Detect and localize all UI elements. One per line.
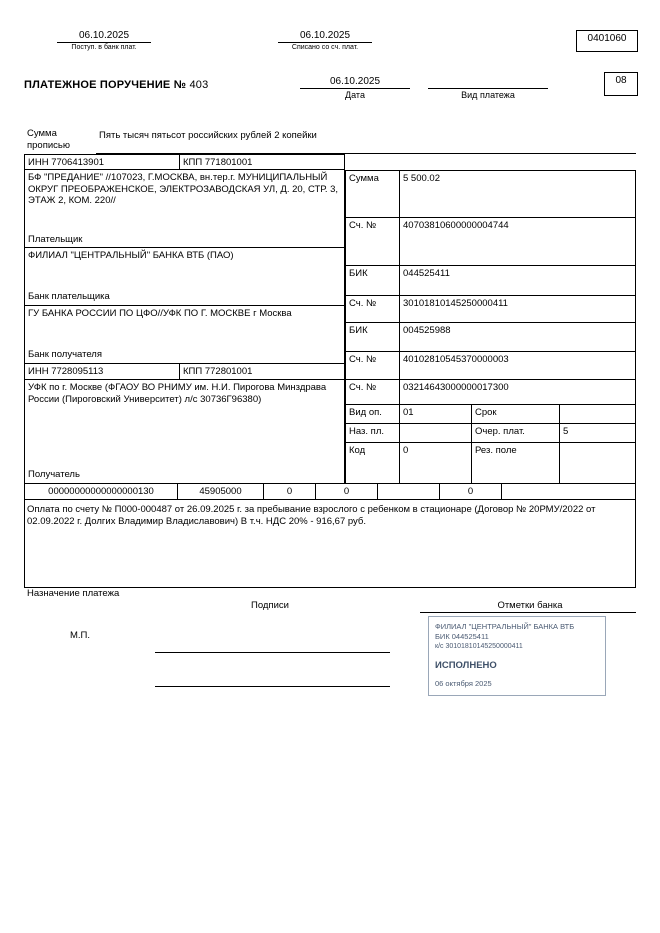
srok-value: [560, 405, 636, 424]
signatures-label: Подписи: [251, 600, 289, 611]
payment-kind-value: [428, 76, 548, 89]
ocher-plat-label: Очер. плат.: [472, 424, 560, 443]
budget-cell-6: 0: [440, 484, 502, 500]
naz-pl-value: [400, 424, 472, 443]
vid-op-label: Вид оп.: [345, 405, 400, 424]
stamp-bank-name: ФИЛИАЛ "ЦЕНТРАЛЬНЫЙ" БАНКА ВТБ: [435, 622, 575, 631]
stamp-corr-account: к/с 30101810145250000411: [435, 643, 523, 651]
signature-line-1: [155, 652, 390, 653]
received-by-bank-caption: Поступ. в банк плат.: [71, 44, 137, 51]
stamp-status: ИСПОЛНЕНО: [435, 659, 497, 671]
kod-value: 0: [400, 443, 472, 484]
budget-cell-4: 0: [316, 484, 378, 500]
amount-words-label: [24, 126, 96, 153]
payer-kpp-cell: [180, 154, 345, 170]
payee-bank-bik-label: БИК: [345, 323, 400, 352]
kod-label: Код: [345, 443, 400, 484]
payer-bank-bik-label: БИК: [345, 266, 400, 296]
payee-bank-account-value: 40102810545370000003: [400, 352, 636, 380]
received-by-bank-date-value: 06.10.2025: [57, 30, 151, 43]
payer-account-value-cell: 40703810600000004744: [400, 218, 636, 266]
payer-bank-account-value: 30101810145250000411: [400, 296, 636, 323]
payer-kpp-value: 771801001: [204, 157, 253, 168]
received-by-bank-date: [24, 30, 184, 51]
payee-name-block: [24, 380, 345, 484]
payee-bank-block: [24, 306, 345, 364]
payee-name: УФК по г. Москве (ФГАОУ ВО РНИМУ им. Н.И. Пирогова Минздрава России (Пироговский Университет) л/с 30736Г96380): [28, 382, 327, 405]
payer-bank-name: ФИЛИАЛ "ЦЕНТРАЛЬНЫЙ" БАНКА ВТБ (ПАО): [28, 250, 234, 261]
doc-date-value: 06.10.2025: [300, 76, 410, 89]
page-title: [24, 79, 208, 91]
amount-words-label-line2: прописью: [27, 139, 70, 151]
bank-marks-label: Отметки банка: [497, 600, 563, 611]
payee-bank-name: ГУ БАНКА РОССИИ ПО ЦФО//УФК ПО Г. МОСКВЕ г Москва: [28, 308, 292, 319]
payer-name-block: [24, 170, 345, 248]
payee-bank-bik-value: 004525988: [400, 323, 636, 352]
bank-marks-divider: [420, 612, 636, 613]
rez-pole-value: [560, 443, 636, 484]
purpose-text: Оплата по счету № П000-000487 от 26.09.2025 г. за пребывание взрослого с ребенком в стационаре (Договор № 20РМУ/2022 от 02.09.2022 г. Долгих Владимир Владиславович) В т.ч. НДС 20% - 916,67 руб.: [27, 504, 596, 528]
payment-kind-caption: Вид платежа: [461, 90, 515, 100]
budget-cell-2: 45905000: [178, 484, 264, 500]
payee-inn-cell: [24, 364, 180, 380]
doc-number-value: 403: [189, 79, 209, 91]
payer-kpp-label: КПП: [183, 157, 203, 168]
debited-date: [245, 30, 405, 51]
budget-cell-7: [502, 484, 636, 500]
amount-words-value: Пять тысяч пятьсот российских рублей 2 копейки: [96, 128, 636, 154]
doc-date-field: [300, 76, 410, 100]
mp-label: М.П.: [70, 630, 91, 641]
form-code-box: 0401060: [576, 30, 638, 52]
debited-date-value: 06.10.2025: [278, 30, 372, 43]
payee-caption: Получатель: [28, 469, 80, 481]
debited-date-caption: Списано со сч. плат.: [291, 44, 359, 51]
payer-account-label-cell: Сч. №: [345, 218, 400, 266]
operation-code-box: 08: [604, 72, 638, 96]
payee-kpp-value: 772801001: [204, 366, 253, 377]
rez-pole-label: Рез. поле: [472, 443, 560, 484]
payee-kpp-cell: [180, 364, 345, 380]
stamp-date: 06 октября 2025: [435, 678, 492, 688]
payer-inn-label: ИНН: [28, 157, 49, 168]
payer-bank-caption: Банк плательщика: [28, 291, 110, 303]
payee-kpp-label: КПП: [183, 366, 203, 377]
budget-cell-5: [378, 484, 440, 500]
payee-inn-label: ИНН: [28, 366, 49, 377]
payee-bank-caption: Банк получателя: [28, 349, 102, 361]
payer-bank-account-label: Сч. №: [345, 296, 400, 323]
budget-cell-3: 0: [264, 484, 316, 500]
vid-op-value: 01: [400, 405, 472, 424]
purpose-frame: [24, 500, 636, 588]
payee-bank-account-label: Сч. №: [345, 352, 400, 380]
payer-caption: Плательщик: [28, 234, 83, 245]
payment-kind-field: [428, 76, 548, 100]
naz-pl-label: Наз. пл.: [345, 424, 400, 443]
payee-account-value: 03214643000000017300: [400, 380, 636, 405]
bank-stamp: [428, 616, 606, 696]
payer-bank-bik-value: 044525411: [400, 266, 636, 296]
payer-bank-block: [24, 248, 345, 306]
stamp-bik: БИК 044525411: [435, 632, 489, 642]
ocher-plat-value: 5: [560, 424, 636, 443]
page-title-text: ПЛАТЕЖНОЕ ПОРУЧЕНИЕ: [24, 79, 171, 91]
doc-date-caption: Дата: [345, 90, 365, 100]
signature-line-2: [155, 686, 390, 687]
payer-inn-value: 7706413901: [51, 157, 105, 168]
amount-value-cell: 5 500.02: [400, 170, 636, 218]
payee-inn-value: 7728095113: [51, 366, 104, 377]
amount-label-cell: Сумма: [345, 170, 400, 218]
amount-words-label-line1: Сумма: [27, 128, 57, 139]
budget-cell-1: 00000000000000000130: [24, 484, 178, 500]
doc-number-label: №: [173, 79, 187, 91]
payer-name: БФ "ПРЕДАНИЕ" //107023, Г.МОСКВА, вн.тер.г. МУНИЦИПАЛЬНЫЙ ОКРУГ ПРЕОБРАЖЕНСКОЕ, ЭЛЕКТРОЗАВОДСКАЯ УЛ, Д. 20, СТР. 3, ЭТАЖ 2, КОМ. 220//: [28, 172, 339, 207]
payee-account-label: Сч. №: [345, 380, 400, 405]
srok-label: Срок: [472, 405, 560, 424]
purpose-caption: Назначение платежа: [27, 588, 120, 599]
payer-inn-cell: [24, 154, 180, 170]
